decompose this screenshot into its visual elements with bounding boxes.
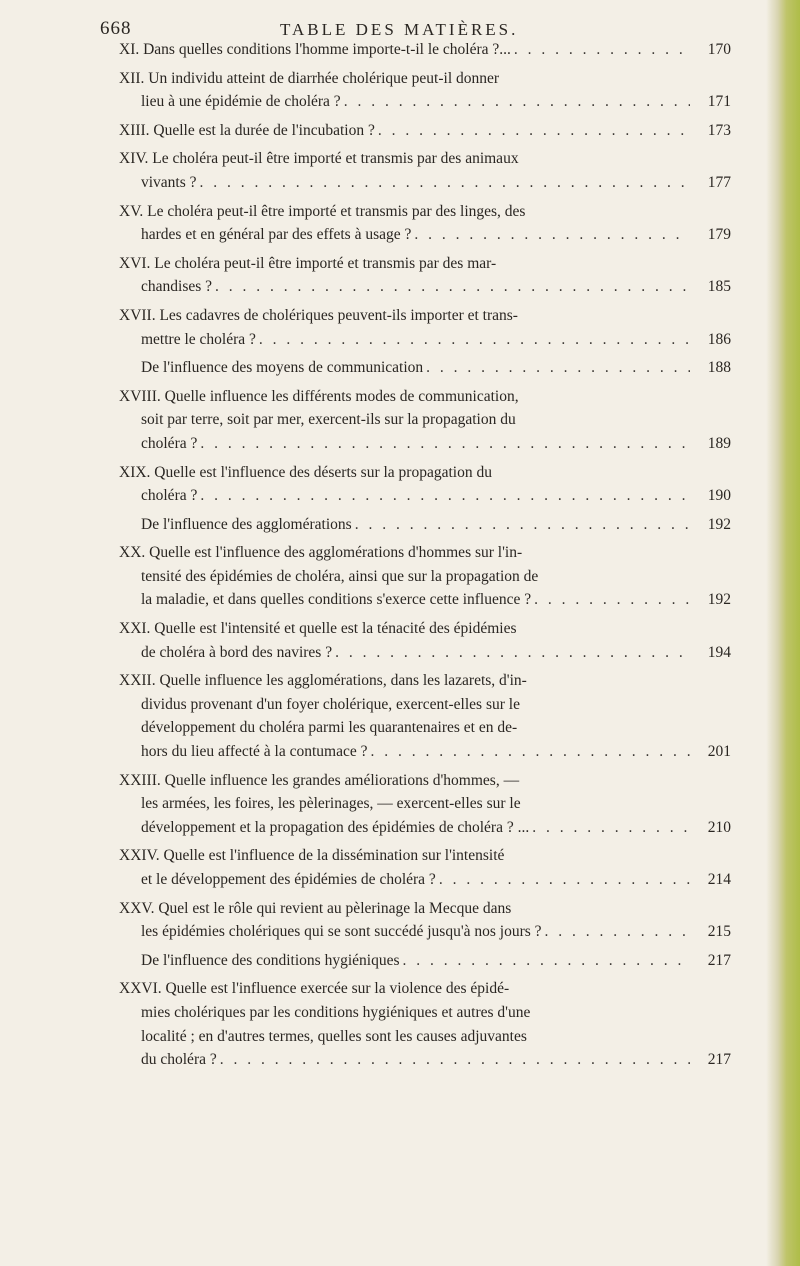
toc-entry-text: XII. Un individu atteint de diarrhée cholérique peut-il donner	[119, 69, 500, 87]
toc-entry-text: les épidémies cholériques qui se sont succédé jusqu'à nos jours ?	[141, 923, 542, 941]
toc-entry-text: XV. Le choléra peut-il être importé et transmis par des linges, des	[119, 202, 526, 220]
toc-entry-text: XVI. Le choléra peut-il être importé et transmis par des mar-	[119, 254, 497, 272]
toc-entry-text: développement et la propagation des épidémies de choléra ? ...	[141, 818, 530, 836]
toc-entry-text: chandises ?	[141, 278, 213, 296]
toc-entry-line	[119, 716, 731, 740]
toc-entry-text: XI. Dans quelles conditions l'homme importe-t-il le choléra ?...	[119, 41, 511, 58]
dot-leader	[534, 588, 690, 612]
toc-entry	[119, 304, 731, 351]
toc-entry-text: de choléra à bord des navires ?	[141, 643, 333, 661]
toc-page-number: 186	[707, 330, 731, 348]
toc-entry-line	[119, 868, 731, 892]
toc-entry-line	[119, 304, 731, 328]
toc-entry	[119, 147, 731, 194]
toc-entry-text: XXVI. Quelle est l'influence exercée sur la violence des épidé-	[119, 980, 510, 998]
toc-entry-line	[119, 328, 731, 352]
page-number: 668	[100, 18, 132, 39]
toc-entry-text: hors du lieu affecté à la contumace ?	[141, 743, 368, 761]
toc-page-number: 215	[707, 923, 731, 941]
toc-page-number: 217	[707, 1051, 731, 1069]
toc-page-number: 171	[707, 93, 731, 111]
dot-leader	[355, 513, 690, 537]
toc-entry-text: De l'influence des moyens de communication	[141, 359, 424, 377]
toc-entry-text: la maladie, et dans quelles conditions s'exerce cette influence ?	[141, 591, 532, 609]
toc-entry	[119, 669, 731, 763]
toc-entry-text: De l'influence des conditions hygiéniques	[141, 951, 400, 969]
toc-entry-text: dividus provenant d'un foyer cholérique, exercent-elles sur le	[141, 695, 520, 713]
toc-entry-text: XXII. Quelle influence les agglomérations, dans les lazarets, d'in-	[119, 672, 527, 690]
toc-entry-line	[119, 223, 731, 247]
toc-page-number: 177	[707, 173, 731, 191]
dot-leader	[545, 920, 690, 944]
toc-entry-line	[119, 147, 731, 171]
toc-entry-line	[119, 513, 731, 537]
toc-entry-line	[119, 641, 731, 665]
toc-entry-text: et le développement des épidémies de choléra ?	[141, 871, 436, 888]
toc-entry-line	[119, 1001, 731, 1025]
toc-entry-line	[119, 792, 731, 816]
toc-entry	[119, 977, 731, 1071]
dot-leader	[532, 816, 690, 840]
toc-section-heading	[119, 356, 731, 380]
dot-leader	[200, 432, 690, 456]
toc-entry-line	[119, 977, 731, 1001]
toc-entry-text: choléra ?	[141, 487, 198, 505]
toc-entry-line	[119, 769, 731, 793]
toc-entry	[119, 67, 731, 114]
toc-page-number: 214	[707, 871, 731, 888]
dot-leader	[514, 38, 690, 62]
toc-entry-line	[119, 844, 731, 868]
toc-entry	[119, 38, 731, 62]
toc-entry-text: mies cholériques par les conditions hygiéniques et autres d'une	[141, 1003, 531, 1021]
toc-entry-text: mettre le choléra ?	[141, 330, 256, 348]
toc-entry-text: XXIV. Quelle est l'influence de la dissémination sur l'intensité	[119, 847, 505, 865]
toc-page-number: 189	[707, 434, 731, 452]
table-of-contents	[119, 38, 731, 1077]
toc-entry	[119, 119, 731, 143]
toc-entry-line	[119, 385, 731, 409]
page-edge	[766, 0, 800, 1266]
toc-entry-line	[119, 541, 731, 565]
toc-entry-text: les armées, les foires, les pèlerinages, — exercent-elles sur le	[141, 795, 521, 813]
toc-entry-line	[119, 200, 731, 224]
toc-page-number: 201	[707, 743, 731, 761]
toc-entry	[119, 200, 731, 247]
toc-entry-line	[119, 920, 731, 944]
toc-entry-line	[119, 617, 731, 641]
toc-entry-line	[119, 484, 731, 508]
dot-leader	[414, 223, 690, 247]
dot-leader	[402, 949, 690, 973]
toc-entry-text: développement du choléra parmi les quarantenaires et en de-	[141, 719, 518, 737]
toc-entry	[119, 617, 731, 664]
toc-page-number: 188	[707, 359, 731, 377]
toc-entry-text: vivants ?	[141, 173, 197, 191]
toc-entry	[119, 844, 731, 891]
toc-entry-text: XIV. Le choléra peut-il être importé et transmis par des animaux	[119, 150, 519, 168]
toc-entry-line	[119, 252, 731, 276]
toc-page-number: 173	[707, 121, 731, 139]
toc-entry-line	[119, 171, 731, 195]
toc-entry-text: XXV. Quel est le rôle qui revient au pèlerinage la Mecque dans	[119, 899, 512, 917]
toc-entry	[119, 541, 731, 612]
toc-page-number: 192	[707, 591, 731, 609]
toc-entry-line	[119, 432, 731, 456]
toc-entry-text: XIII. Quelle est la durée de l'incubation ?	[119, 121, 375, 139]
toc-entry-line	[119, 816, 731, 840]
toc-entry-text: XXIII. Quelle influence les grandes améliorations d'hommes, —	[119, 771, 520, 789]
dot-leader	[259, 328, 690, 352]
toc-entry-line	[119, 356, 731, 380]
toc-entry-text: tensité des épidémies de choléra, ainsi que sur la propagation de	[141, 567, 539, 585]
toc-entry-text: XVII. Les cadavres de cholériques peuvent-ils importer et trans-	[119, 306, 518, 324]
toc-entry-text: localité ; en d'autres termes, quelles sont les causes adjuvantes	[141, 1027, 527, 1045]
dot-leader	[200, 484, 690, 508]
toc-entry	[119, 252, 731, 299]
toc-entry	[119, 769, 731, 840]
toc-entry-line	[119, 38, 731, 62]
toc-entry-line	[119, 90, 731, 114]
dot-leader	[439, 868, 690, 892]
toc-entry-line	[119, 67, 731, 91]
toc-page-number: 194	[707, 643, 731, 661]
dot-leader	[335, 641, 690, 665]
toc-entry-text: XIX. Quelle est l'influence des déserts sur la propagation du	[119, 463, 492, 481]
toc-entry-text: lieu à une épidémie de choléra ?	[141, 93, 341, 111]
toc-entry-text: XX. Quelle est l'influence des agglomérations d'hommes sur l'in-	[119, 544, 523, 562]
toc-entry-line	[119, 740, 731, 764]
toc-entry-text: XXI. Quelle est l'intensité et quelle est la ténacité des épidémies	[119, 620, 517, 638]
toc-entry-line	[119, 119, 731, 143]
toc-entry-line	[119, 1048, 731, 1072]
toc-page-number: 217	[707, 951, 731, 969]
toc-page-number: 210	[707, 818, 731, 836]
toc-entry-line	[119, 693, 731, 717]
toc-entry-line	[119, 669, 731, 693]
toc-entry-line	[119, 1025, 731, 1049]
toc-section-heading	[119, 513, 731, 537]
toc-entry-text: hardes et en général par des effets à usage ?	[141, 226, 412, 244]
dot-leader	[378, 119, 690, 143]
dot-leader	[344, 90, 690, 114]
toc-entry-line	[119, 461, 731, 485]
toc-entry-line	[119, 275, 731, 299]
toc-entry-text: choléra ?	[141, 434, 198, 452]
toc-entry-text: soit par terre, soit par mer, exercent-ils sur la propagation du	[141, 411, 516, 429]
toc-page-number: 170	[707, 41, 731, 58]
toc-entry-line	[119, 408, 731, 432]
running-title: TABLE DES MATIÈRES.	[280, 20, 519, 39]
toc-entry-line	[119, 588, 731, 612]
toc-page-number: 190	[707, 487, 731, 505]
toc-entry	[119, 385, 731, 456]
toc-page-number: 185	[707, 278, 731, 296]
toc-entry-line	[119, 949, 731, 973]
toc-entry	[119, 897, 731, 944]
toc-entry	[119, 461, 731, 508]
dot-leader	[220, 1048, 690, 1072]
toc-section-heading	[119, 949, 731, 973]
toc-entry-line	[119, 565, 731, 589]
toc-entry-text: du choléra ?	[141, 1051, 217, 1069]
toc-entry-text: XVIII. Quelle influence les différents modes de communication,	[119, 387, 519, 405]
dot-leader	[426, 356, 690, 380]
dot-leader	[200, 171, 690, 195]
toc-entry-text: De l'influence des agglomérations	[141, 515, 352, 533]
dot-leader	[215, 275, 690, 299]
toc-page-number: 192	[707, 515, 731, 533]
toc-page-number: 179	[707, 226, 731, 244]
toc-entry-line	[119, 897, 731, 921]
dot-leader	[371, 740, 690, 764]
